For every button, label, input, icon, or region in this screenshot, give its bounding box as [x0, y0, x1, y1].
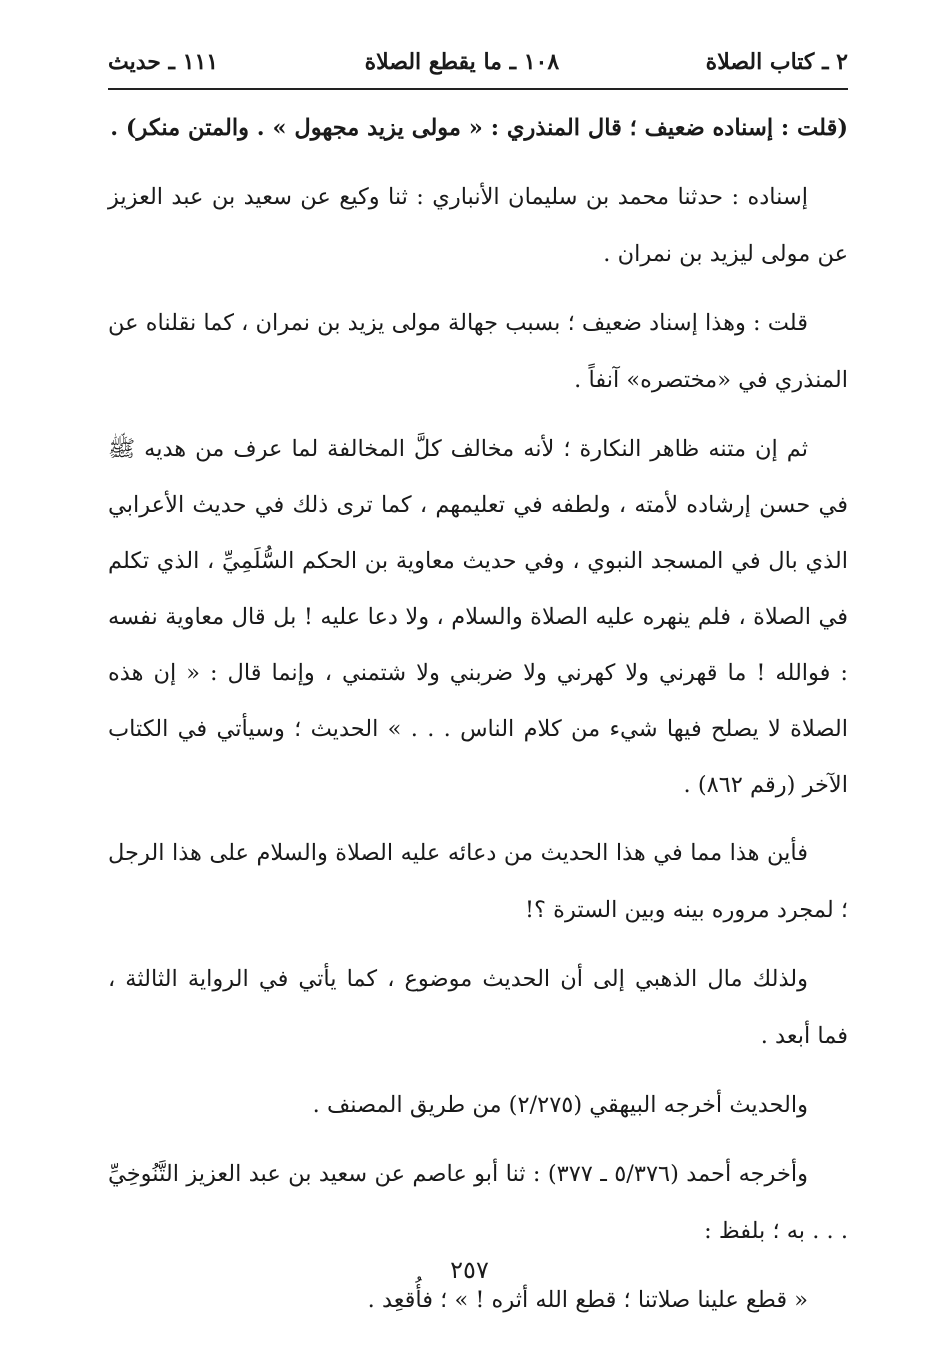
page-body: [108, 100, 848, 1341]
paragraph-comment: قلت : وهذا إسناد ضعيف ؛ بسبب جهالة مولى يزيد بن نمران ، كما نقلناه عن المنذري في «مختصره» آنفاً .: [108, 310, 848, 393]
paragraph-verdict: (قلت : إسناده ضعيف ؛ قال المنذري : « مولى يزيد مجهول » . والمتن منكر) .: [110, 115, 848, 141]
paragraph-critique: ثم إن متنه ظاهر النكارة ؛ لأنه مخالف كلَّ المخالفة لما عرف من هديه ﷺ في حسن إرشاده لأمته ، ولطفه في تعليمهم ، كما ترى ذلك في حديث الأعرابي الذي بال في المسجد النبوي ، وفي حديث معاوية بن الحكم السُّلَمِيِّ ، الذي تكلم في الصلاة ، فلم ينهره عليه الصلاة والسلام ، ولا دعا عليه ! بل قال معاوية نفسه : فوالله ! ما قهرني ولا كهرني ولا ضربني ولا شتمني ، وإنما قال : « إن هذه الصلاة لا يصلح فيها شيء من كلام الناس . . . » الحديث ؛ وسيأتي في الكتاب الآخر (رقم ٨٦٢) .: [108, 436, 848, 798]
paragraph-dhahabi: ولذلك مال الذهبي إلى أن الحديث موضوع ، كما يأتي في الرواية الثالثة ، فما أبعد .: [108, 966, 848, 1049]
header-chapter-title: ١٠٨ ـ ما يقطع الصلاة: [364, 49, 560, 75]
running-header: [108, 42, 848, 82]
header-book-title: ٢ ـ كتاب الصلاة: [705, 49, 848, 75]
header-rule: [108, 88, 848, 90]
page-number: ٢٥٧: [450, 1256, 489, 1284]
paragraph-ahmad: وأخرجه أحمد (٥/٣٧٦ ـ ٣٧٧) : ثنا أبو عاصم عن سعيد بن عبد العزيز التَّنُوخِيِّ . . . به ؛ بلفظ :: [108, 1161, 848, 1244]
paragraph-isnad: إسناده : حدثنا محمد بن سليمان الأنباري : ثنا وكيع عن سعيد بن عبد العزيز عن مولى ليزيد بن نمران .: [108, 184, 848, 267]
paragraph-bayhaqi: والحديث أخرجه البيهقي (٢/٢٧٥) من طريق المصنف .: [312, 1092, 808, 1118]
paragraph-question: فأين هذا مما في هذا الحديث من دعائه عليه الصلاة والسلام على هذا الرجل ؛ لمجرد مروره بينه وبين السترة ؟!: [108, 840, 848, 923]
header-hadith-number: ١١١ ـ حديث: [108, 49, 219, 75]
paragraph-quote: « قطع علينا صلاتنا ؛ قطع الله أثره ! » ؛ فأُقعِد .: [367, 1287, 808, 1313]
